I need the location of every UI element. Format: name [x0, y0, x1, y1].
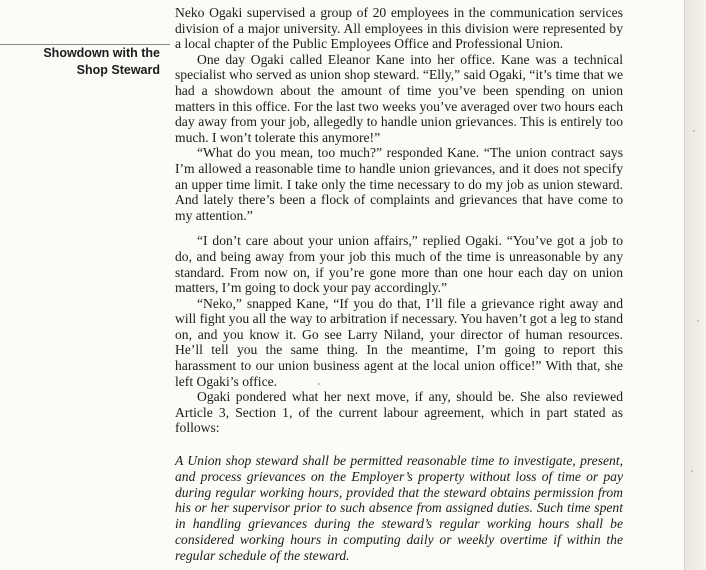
paragraph-2: One day Ogaki called Eleanor Kane into her office. Kane was a technical specialist who served as union shop steward. “Elly,” said Ogaki, “it’s time that we had a showdown about the amount of time you’ve been spending on union matters in this office. For the last two weeks you’ve averaged over two hours each day away from your job, allegedly to handle union grievances. This is entirely too much. I won’t tolerate this anymore!”	[175, 51, 623, 145]
sidebar-heading-line-2: Shop Steward	[76, 63, 160, 77]
print-speck	[318, 383, 320, 385]
paragraph-1: Neko Ogaki supervised a group of 20 employees in the communication services division of a major university. All employees in this division were represented by a local chapter of the Public Employees Office and Professional Union.	[175, 5, 623, 52]
print-speck	[691, 470, 693, 472]
paragraph-5: “Neko,” snapped Kane, “If you do that, I’ll file a grievance right away and will fight you all the way to arbitration if necessary. You haven’t got a leg to stand on, and you know it. Go see Larry Niland, your director of human resources. He’ll tell you the same thing. In the meantime, I’m going to report this harassment to our union business agent at the local union office!” With that, she left Ogaki’s office.	[175, 295, 623, 389]
print-speck	[693, 130, 695, 132]
contract-quote: A Union shop steward shall be permitted reasonable time to investigate, present, and process grievances on the Employer’s property without loss of time or pay during regular working hours, provided that the steward obtains permission from his or her supervisor prior to such absence from assigned duties. Such time spent in handling grievances during the steward’s regular working hours shall be considered working hours in computing daily or weekly overtime if within the regular schedule of the steward.	[175, 453, 623, 563]
sidebar-heading-line-1: Showdown with the	[43, 46, 160, 60]
paragraph-3: “What do you mean, too much?” responded Kane. “The union contract says I’m allowed a reasonable time to handle union grievances, and it does not specify an upper time limit. I take only the time necessary to do my job as union steward. And lately there’s been a flock of complaints and grievances that have come to my attention.”	[175, 145, 623, 223]
paragraph-6: Ogaki pondered what her next move, if any, should be. She also reviewed Article 3, Section 1, of the current labour agreement, which in part stated as follows:	[175, 389, 623, 436]
print-speck	[697, 320, 699, 322]
page-edge	[684, 0, 706, 570]
paragraph-4: “I don’t care about your union affairs,” replied Ogaki. “You’ve got a job to do, and being away from your job this much of the time is unreasonable by any standard. From now on, if you’re gone more than one hour each day on union matters, I’m going to dock your pay accordingly.”	[175, 233, 623, 296]
sidebar-heading	[10, 45, 160, 79]
case-text	[175, 5, 623, 564]
